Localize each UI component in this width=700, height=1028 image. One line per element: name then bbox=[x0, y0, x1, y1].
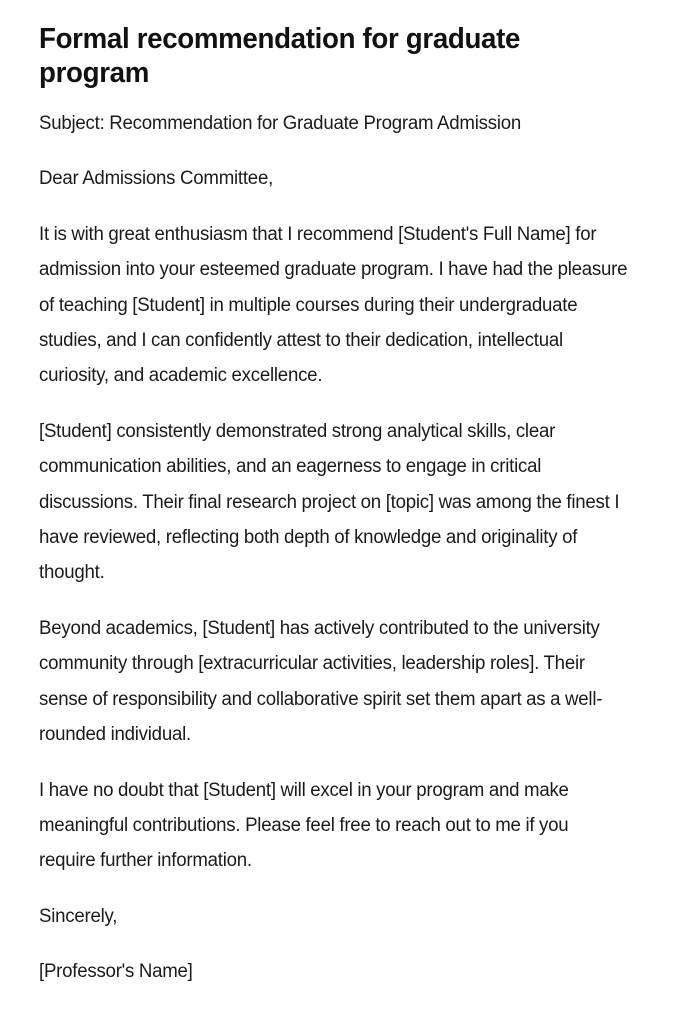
closing-salutation: Sincerely, bbox=[39, 905, 118, 927]
paragraph-4: I have no doubt that [Student] will excel in your program and make meaningful contributions. Please feel free to reach out to me if you require further information. bbox=[39, 779, 569, 872]
signature-name: [Professor's Name] bbox=[39, 961, 193, 983]
paragraph-1: It is with great enthusiasm that I recommend [Student's Full Name] for admission into your esteemed graduate program. I have had the pleasure of teaching [Student] in multiple courses during their undergraduate studies, and I can confidently attest to their dedication, intellectual curiosity, and academic excellence. bbox=[39, 223, 628, 387]
paragraph-3: Beyond academics, [Student] has actively contributed to the university community through [extracurricular activities, leadership roles]. Their sense of responsibility and collaborative spirit set them apart as a well-rounded individual. bbox=[39, 617, 603, 746]
paragraph-2: [Student] consistently demonstrated strong analytical skills, clear communication abilities, and an eagerness to engage in critical discussions. Their final research project on [topic] was among the finest I have reviewed, reflecting both depth of knowledge and originality of thought. bbox=[39, 420, 620, 584]
page-title: Formal recommendation for graduate program bbox=[39, 23, 521, 89]
salutation: Dear Admissions Committee, bbox=[39, 168, 274, 190]
letter-body bbox=[39, 106, 640, 990]
subject-line: Subject: Recommendation for Graduate Program Admission bbox=[39, 113, 522, 134]
letter-article bbox=[39, 22, 640, 990]
